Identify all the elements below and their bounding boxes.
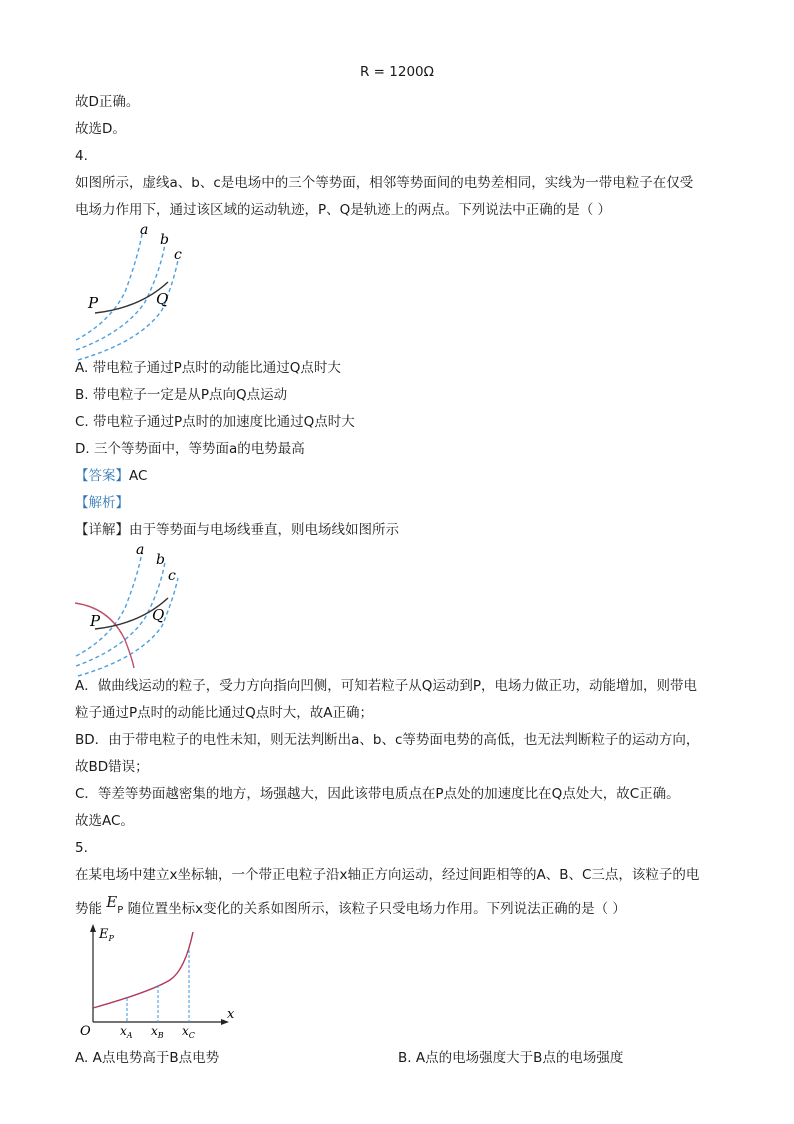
xB-label: $x_B$ <box>151 1024 164 1040</box>
question-5-number: 5. <box>75 840 88 856</box>
formula: R = 1200Ω <box>360 64 434 80</box>
question-4-number: 4. <box>75 148 88 164</box>
y-axis-arrow <box>90 924 96 932</box>
label-b: b <box>160 232 169 248</box>
prev-answer-line-2: 故选D。 <box>75 121 126 137</box>
option-5a: A. A点电势高于B点电势 <box>75 1050 220 1066</box>
answer-line <box>75 466 147 486</box>
xA-label: $x_A$ <box>120 1024 133 1040</box>
question-4-stem-line-1: 如图所示，虚线a、b、c是电场中的三个等势面，相邻等势面间的电势差相同，实线为一带电粒子在仅受 <box>75 175 694 191</box>
label-Q: Q <box>156 290 169 308</box>
question-5-stem-line-1: 在某电场中建立x坐标轴，一个带正电粒子沿x轴正方向运动，经过间距相等的A、B、C三点，该粒子的电 <box>75 867 700 883</box>
option-4b: B. 带电粒子一定是从P点向Q点运动 <box>75 387 288 403</box>
ep-symbol: E <box>106 893 118 911</box>
label-c: c <box>168 568 176 584</box>
label-b: b <box>156 552 165 568</box>
answer-value: AC <box>129 468 148 484</box>
y-axis-label: $E_P$ <box>99 927 114 943</box>
answer-tag: 【答案】 <box>75 468 129 484</box>
q4-figure-field-line <box>70 540 270 670</box>
prev-answer-line-1: 故D正确。 <box>75 94 140 110</box>
detail-tag: 【详解】 <box>75 522 129 538</box>
x-axis-label: x <box>227 1007 235 1022</box>
explanation-line-4: 故BD错误； <box>75 759 149 775</box>
detail-text: 由于等势面与电场线垂直，则电场线如图所示 <box>129 522 399 538</box>
explanation-line-3: BD．由于带电粒子的电性未知，则无法判断出a、b、c等势面电势的高低，也无法判断粒子的运动方向， <box>75 732 700 748</box>
stem-prefix: 势能 <box>75 901 102 917</box>
explanation-line-6: 故选AC。 <box>75 813 134 829</box>
xC-label: $x_C$ <box>182 1024 195 1040</box>
ep-curve <box>93 932 193 1008</box>
label-Q: Q <box>152 606 165 624</box>
label-P: P <box>90 612 101 630</box>
stem-rest: 随位置坐标x变化的关系如图所示，该粒子只受电场力作用。下列说法正确的是（ ） <box>127 901 626 917</box>
question-5-stem-line-2 <box>75 893 626 925</box>
equipotential-line-a <box>76 552 142 656</box>
origin-label: O <box>80 1024 91 1039</box>
q4-figure-equipotentials <box>70 222 270 352</box>
option-4a: A. 带电粒子通过P点时的动能比通过Q点时大 <box>75 360 341 376</box>
label-a: a <box>140 222 149 238</box>
ep-subscript: P <box>117 904 124 916</box>
explanation-line-2: 粒子通过P点时的动能比通过Q点时大，故A正确； <box>75 705 374 721</box>
label-c: c <box>174 247 182 263</box>
label-a: a <box>136 542 145 558</box>
option-4d: D. 三个等势面中，等势面a的电势最高 <box>75 441 305 457</box>
analysis-tag <box>75 493 129 513</box>
explanation-line-5: C．等差等势面越密集的地方，场强越大，因此该带电质点在P点处的加速度比在Q点处大，故C正确。 <box>75 786 680 802</box>
analysis-tag-text: 【解析】 <box>75 495 129 511</box>
option-4c: C. 带电粒子通过P点时的加速度比通过Q点时大 <box>75 414 355 430</box>
label-P: P <box>88 294 99 312</box>
detail-line <box>75 520 399 540</box>
equipotential-line-a <box>76 234 142 340</box>
q5-graph-ep-vs-x <box>75 922 255 1042</box>
option-5b: B. A点的电场强度大于B点的电场强度 <box>398 1050 624 1066</box>
question-4-stem-line-2: 电场力作用下，通过该区域的运动轨迹，P、Q是轨迹上的两点。下列说法中正确的是（ ） <box>75 202 612 218</box>
explanation-line-1: A．做曲线运动的粒子，受力方向指向凹侧，可知若粒子从Q运动到P，电场力做正功，动能增加，则带电 <box>75 678 698 694</box>
